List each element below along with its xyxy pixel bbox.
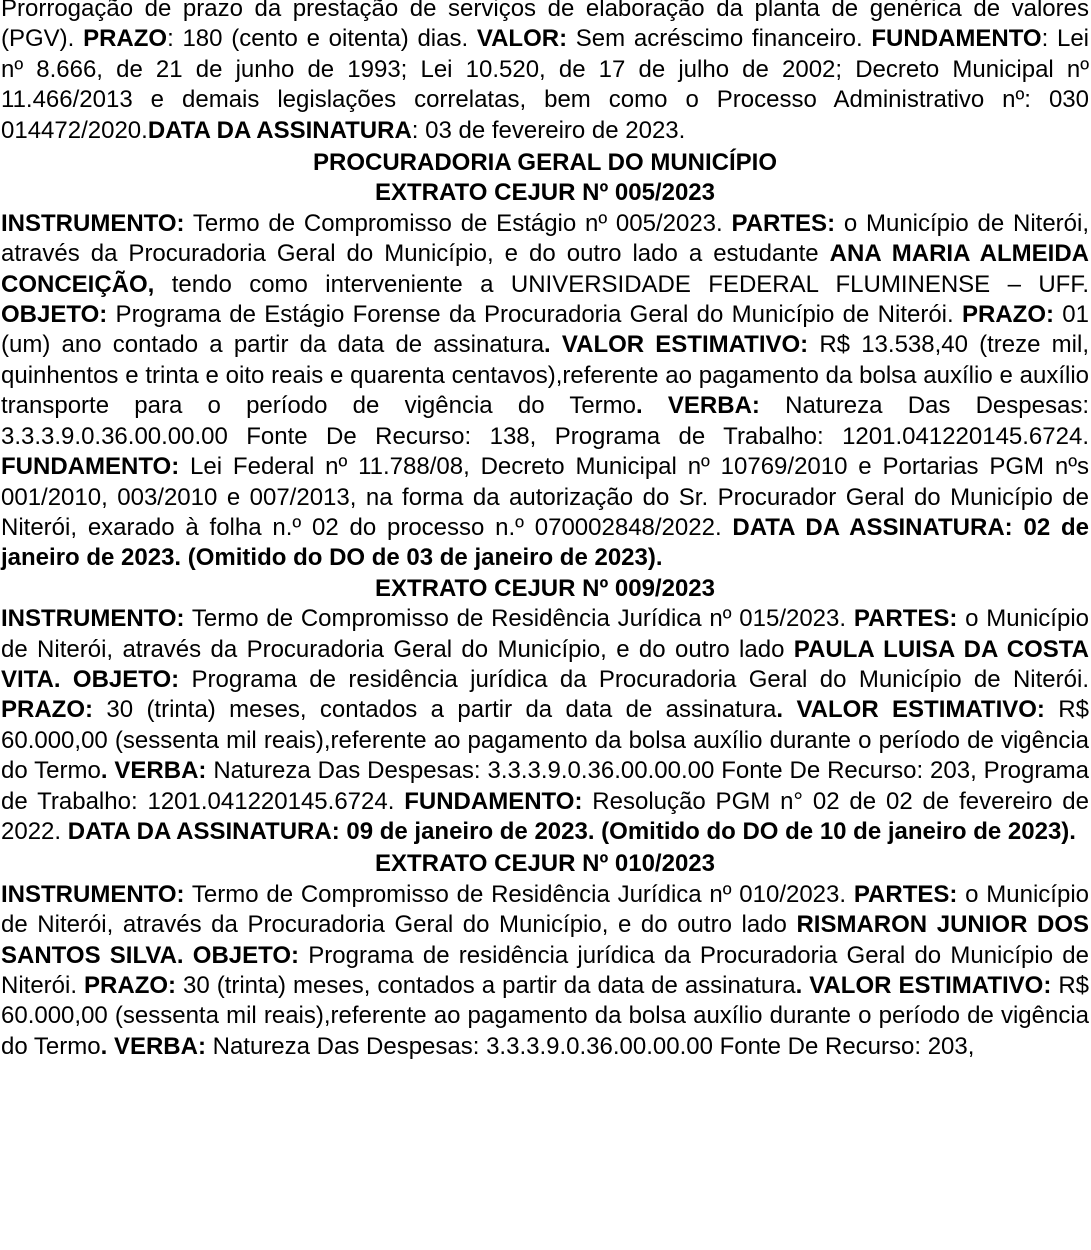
text-run: R$ 13.538,40 (treze mil, quinhentos e trinta e oito reais e quarenta centavos),referente ao pagamento da bolsa auxílio e auxílio transporte para o período de vigência do Termo xyxy=(1,331,1089,420)
text-run: o Município de Niterói, através da Procuradoria Geral do Município, e do outro lado a estudante xyxy=(1,209,1090,268)
bold-text-run: PRAZO: xyxy=(1,696,93,724)
bold-text-run: FUNDAMENTO: xyxy=(404,787,583,815)
text-run: Natureza Das Despesas: 3.3.3.9.0.36.00.00.00 Fonte De Recurso: 203, xyxy=(205,1032,975,1060)
extract-title: EXTRATO CEJUR Nº 010/2023 xyxy=(374,850,715,878)
bold-text-run: . VALOR ESTIMATIVO: xyxy=(544,331,809,359)
text-run: o Município de Niterói, através da Procuradoria Geral do Município, e do outro lado xyxy=(1,880,1089,939)
bold-text-run: DATA DA ASSINATURA xyxy=(147,116,412,144)
text-run: tendo como interveniente a UNIVERSIDADE FEDERAL FLUMINENSE – UFF. xyxy=(154,270,1089,298)
bold-text-run: PRAZO: xyxy=(84,972,177,999)
text-run: : Lei nº 8.666, de 21 de junho de 1993; Lei 10.520, de 17 de julho de 2002; Decreto Municipal nº 11.466/2013 e demais legislações correlatas, bem como o Processo Administrativo nº: 030 014472/2020. xyxy=(1,25,1090,144)
bold-text-run: . VERBA: xyxy=(100,757,207,785)
text-run: Prorrogação de prazo da prestação de serviços de elaboração da planta de genérica de valores (PGV). xyxy=(1,0,1089,53)
bold-text-run: VALOR: xyxy=(476,25,568,53)
bold-text-run: PRAZO xyxy=(83,25,168,53)
text-run: 30 (trinta) meses, contados a partir da data de assinatura xyxy=(93,696,777,724)
bold-text-run: FUNDAMENTO xyxy=(871,25,1042,53)
text-run: Lei Federal nº 11.788/08, Decreto Municipal nº 10769/2010 e Portarias PGM nºs 001/2010, 003/2010 e 007/2013, na forma da autorização do Sr. Procurador Geral do Município de Niterói, exarado à folha n.º 02 do processo n.º 070002848/2022. xyxy=(1,453,1089,541)
bold-text-run: . VERBA: xyxy=(100,1032,206,1060)
bold-text-run: PAULA LUISA DA COSTA VITA. OBJETO: xyxy=(1,635,1089,693)
text-run: : 03 de fevereiro de 2023. xyxy=(411,116,686,144)
text-run: Natureza Das Despesas: 3.3.3.9.0.36.00.00.00 Fonte De Recurso: 138, Programa de Trabalho: 1201.041220145.6724. xyxy=(1,392,1089,450)
extract-body xyxy=(1,880,1089,1062)
section-heading: PROCURADORIA GERAL DO MUNICÍPIO xyxy=(312,149,777,177)
bold-text-run: . VERBA: xyxy=(636,392,760,420)
bold-text-run: OBJETO: xyxy=(1,301,108,329)
text-run: 01 (um) ano contado a partir da data de assinatura xyxy=(1,301,1089,359)
text-run: Termo de Compromisso de Residência Jurídica nº 010/2023. xyxy=(184,880,854,908)
bold-text-run: . VALOR ESTIMATIVO: xyxy=(776,696,1045,724)
text-run: R$ 60.000,00 (sessenta mil reais),referente ao pagamento da bolsa auxílio durante o período de vigência do Termo xyxy=(1,696,1089,785)
bold-text-run: . VALOR ESTIMATIVO: xyxy=(795,972,1052,999)
text-run: Natureza Das Despesas: 3.3.3.9.0.36.00.00.00 Fonte De Recurso: 203, Programa de Trabalho: 1201.041220145.6724. xyxy=(1,757,1090,815)
bold-text-run: ANA MARIA ALMEIDA CONCEIÇÃO, xyxy=(1,240,1089,298)
text-run: Sem acréscimo financeiro. xyxy=(567,25,872,53)
previous-extract-paragraph xyxy=(1,0,1089,146)
bold-text-run: PARTES: xyxy=(853,880,958,908)
bold-text-run: DATA DA ASSINATURA: 09 de janeiro de 2023. (Omitido do DO de 10 de janeiro de 2023). xyxy=(67,817,1076,845)
extract-body xyxy=(1,209,1089,574)
bold-text-run: PARTES: xyxy=(853,605,958,633)
text-run: Termo de Compromisso de Residência Jurídica nº 015/2023. xyxy=(184,605,854,633)
text-run: R$ 60.000,00 (sessenta mil reais),referente ao pagamento da bolsa auxílio durante o período de vigência do Termo xyxy=(1,972,1089,1060)
bold-text-run: PRAZO: xyxy=(961,301,1054,329)
bold-text-run: DATA DA ASSINATURA: 02 de janeiro de 2023. (Omitido do DO de 03 de janeiro de 2023). xyxy=(1,513,1089,572)
bold-text-run: INSTRUMENTO: xyxy=(1,605,185,633)
text-run: Resolução PGM n° 02 de 02 de fevereiro de 2022. xyxy=(1,787,1089,845)
bold-text-run: FUNDAMENTO: xyxy=(1,453,180,481)
text-run: Programa de residência jurídica da Procuradoria Geral do Município de Niterói. xyxy=(179,665,1089,693)
text-run: Programa de Estágio Forense da Procuradoria Geral do Município de Niterói. xyxy=(107,301,962,329)
bold-text-run: INSTRUMENTO: xyxy=(1,880,185,908)
text-run: Termo de Compromisso de Estágio nº 005/2023. xyxy=(184,209,732,237)
extract-title: EXTRATO CEJUR Nº 005/2023 xyxy=(374,179,715,207)
text-run: o Município de Niterói, através da Procuradoria Geral do Município, e do outro lado xyxy=(1,605,1089,663)
text-run: : 180 (cento e oitenta) dias. xyxy=(167,25,477,53)
bold-text-run: RISMARON JUNIOR DOS SANTOS SILVA. OBJETO: xyxy=(1,911,1089,969)
text-run: Programa de residência jurídica da Procuradoria Geral do Município de Niterói. xyxy=(1,941,1089,999)
text-run: 30 (trinta) meses, contados a partir da data de assinatura xyxy=(176,972,796,999)
bold-text-run: INSTRUMENTO: xyxy=(1,209,185,237)
bold-text-run: PARTES: xyxy=(731,209,836,237)
extract-body xyxy=(1,604,1089,847)
extract-title: EXTRATO CEJUR Nº 009/2023 xyxy=(374,574,715,602)
